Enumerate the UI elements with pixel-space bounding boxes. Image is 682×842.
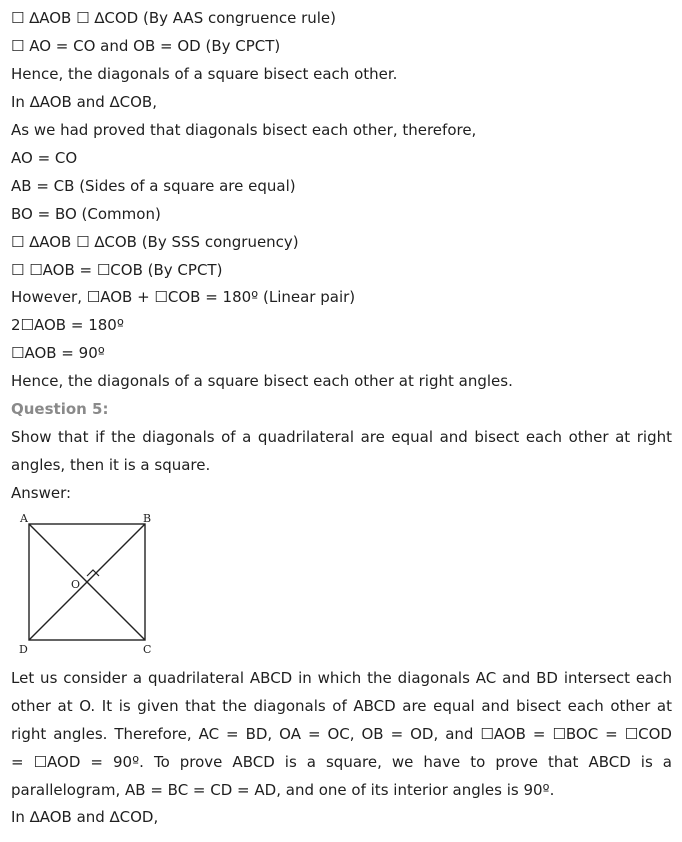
proof-line: ☐ AO = CO and OB = OD (By CPCT)	[11, 37, 281, 55]
question-text: Show that if the diagonals of a quadrilateral are equal and bisect each other at right	[11, 428, 672, 446]
proof-line: AO = CO	[11, 149, 78, 167]
answer-line: parallelogram, AB = BC = CD = AD, and one of its interior angles is 90º.	[11, 781, 555, 799]
answer-line: right angles. Therefore, AC = BD, OA = OC, OB = OD, and ☐AOB = ☐BOC = ☐COD	[11, 725, 672, 743]
proof-line: 2☐AOB = 180º	[11, 316, 124, 334]
proof-line: ☐AOB = 90º	[11, 344, 105, 362]
proof-line: BO = BO (Common)	[11, 205, 161, 223]
proof-line: ☐ ∆AOB ☐ ∆COB (By SSS congruency)	[11, 233, 299, 251]
answer-line: Let us consider a quadrilateral ABCD in which the diagonals AC and BD intersect each	[11, 669, 672, 687]
center-label-o: O	[71, 578, 81, 591]
vertex-label-a: A	[20, 512, 28, 525]
proof-line: However, ☐AOB + ☐COB = 180º (Linear pair)	[11, 288, 356, 306]
question-text: angles, then it is a square.	[11, 456, 211, 474]
vertex-label-c: C	[143, 643, 152, 656]
answer-line: other at O. It is given that the diagonals of ABCD are equal and bisect each other at	[11, 697, 672, 715]
proof-line: AB = CB (Sides of a square are equal)	[11, 177, 296, 195]
vertex-label-d: D	[19, 643, 28, 656]
proof-line: Hence, the diagonals of a square bisect each other.	[11, 65, 398, 83]
answer-line: In ∆AOB and ∆COD,	[11, 808, 159, 826]
vertex-label-b: B	[143, 512, 152, 525]
proof-line: As we had proved that diagonals bisect each other, therefore,	[11, 121, 477, 139]
proof-line: Hence, the diagonals of a square bisect each other at right angles.	[11, 372, 513, 390]
answer-line: = ☐AOD = 90º. To prove ABCD is a square, we have to prove that ABCD is a	[11, 753, 672, 771]
question-heading: Question 5:	[11, 400, 109, 418]
proof-line: In ∆AOB and ∆COB,	[11, 93, 157, 111]
answer-label: Answer:	[11, 484, 72, 502]
square-diagram	[15, 510, 163, 658]
proof-line: ☐ ∆AOB ☐ ∆COD (By AAS congruence rule)	[11, 9, 337, 27]
proof-line: ☐ ☐AOB = ☐COB (By CPCT)	[11, 261, 223, 279]
